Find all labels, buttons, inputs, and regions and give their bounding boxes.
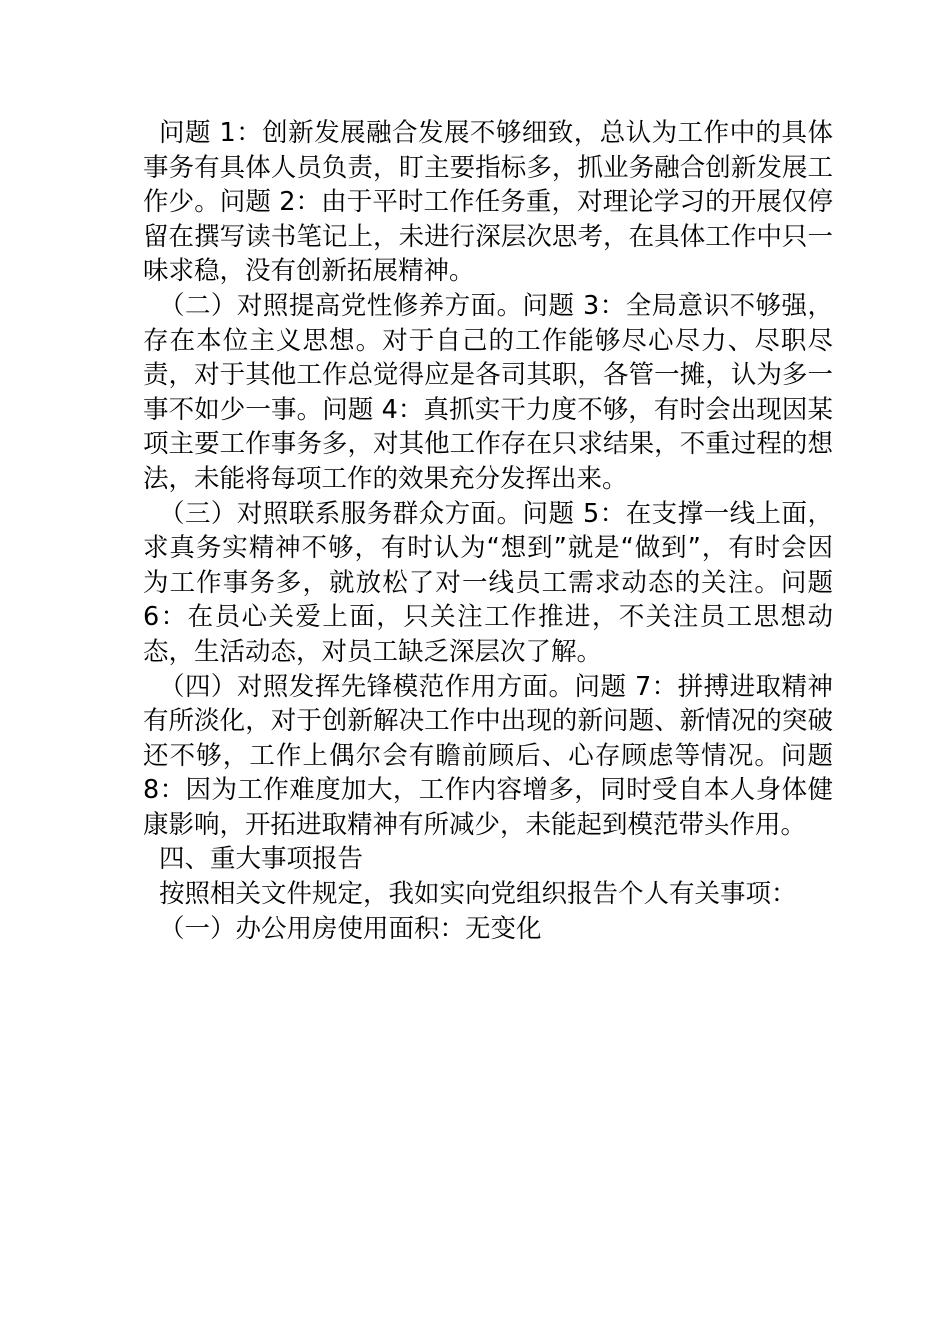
paragraph-vanguard-role: （四）对照发挥先锋模范作用方面。问题 7：拼搏进取精神有所淡化，对于创新解决工作中出现的新问题、新情况的突破还不够，工作上偶尔会有瞻前顾后、心存顾虑等情况。问题 8：因为工作难度加大，工作内容增多，同时受自本人身体健康影响，开拓进取精神有所减少，未能起到模范带头作用。 [143,671,833,840]
document-body [143,116,833,946]
paragraph-report-intro: 按照相关文件规定，我如实向党组织报告个人有关事项： [159,879,797,910]
paragraph-office-area: （一）办公用房使用面积：无变化 [159,913,542,944]
section-heading-major-matters: 四、重大事项报告 [159,844,364,875]
paragraph-issues-1-2: 问题 1：创新发展融合发展不够细致，总认为工作中的具体事务有具体人员负责，盯主要指标多，抓业务融合创新发展工作少。问题 2：由于平时工作任务重，对理论学习的开展仅停留在撰写读书笔记上，未进行深层次思考，在具体工作中只一味求稳，没有创新拓展精神。 [143,118,833,287]
paragraph-party-spirit: （二）对照提高党性修养方面。问题 3：全局意识不够强，存在本位主义思想。对于自己的工作能够尽心尽力、尽职尽责，对于其他工作总觉得应是各司其职，各管一摊，认为多一事不如少一事。问题 4：真抓实干力度不够，有时会出现因某项主要工作事务多，对其他工作存在只求结果，不重过程的想法，未能将每项工作的效果充分发挥出来。 [143,290,833,494]
paragraph-serving-masses: （三）对照联系服务群众方面。问题 5：在支撑一线上面，求真务实精神不够，有时认为“想到”就是“做到”，有时会因为工作事务多，就放松了对一线员工需求动态的关注。问题 6：在员心关爱上面，只关注工作推进，不关注员工思想动态，生活动态，对员工缺乏深层次了解。 [143,498,833,667]
